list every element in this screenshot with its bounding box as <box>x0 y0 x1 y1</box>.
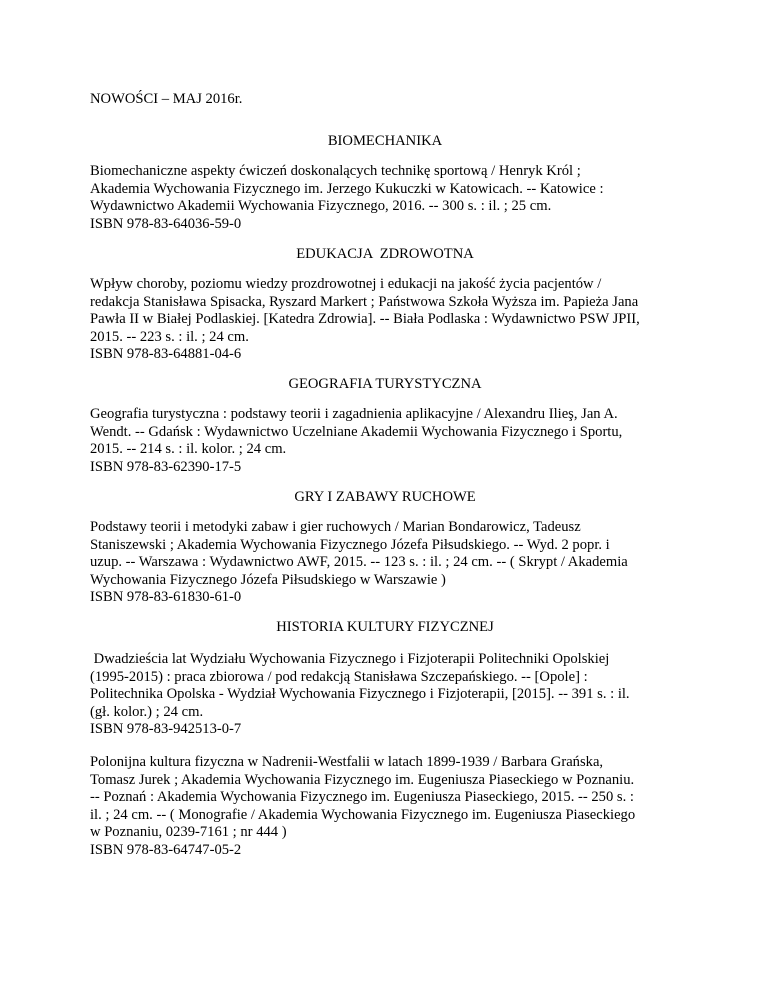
section-heading-gry-i-zabawy-ruchowe: GRY I ZABAWY RUCHOWE <box>294 489 476 505</box>
entry-line: Wychowania Fizycznego Józefa Piłsudskiego w Warszawie ) <box>90 571 446 588</box>
entry-line: redakcja Stanisława Spisacka, Ryszard Markert ; Państwowa Szkoła Wyższa im. Papieża Jana <box>90 293 639 310</box>
book-entry <box>90 754 690 860</box>
entry-isbn: ISBN 978-83-942513-0-7 <box>90 721 242 738</box>
document-title: NOWOŚCI – MAJ 2016r. <box>90 91 243 107</box>
entry-line: Wendt. -- Gdańsk : Wydawnictwo Uczelniane Akademii Wychowania Fizycznego i Sportu, <box>90 423 623 440</box>
entry-isbn: ISBN 978-83-64747-05-2 <box>90 841 242 858</box>
book-entry <box>90 406 690 476</box>
book-entry <box>90 276 690 364</box>
entry-line: (gł. kolor.) ; 24 cm. <box>90 703 204 720</box>
entry-line: -- Poznań : Akademia Wychowania Fizycznego im. Eugeniusza Piaseckiego, 2015. -- 250 s. : <box>90 789 634 806</box>
book-entry <box>90 651 690 739</box>
book-entry <box>90 163 690 233</box>
entry-line: Geografia turystyczna : podstawy teorii i zagadnienia aplikacyjne / Alexandru Ilieş, Jan A. <box>90 406 618 422</box>
entry-isbn: ISBN 978-83-61830-61-0 <box>90 589 242 606</box>
section-heading-geografia-turystyczna: GEOGRAFIA TURYSTYCZNA <box>288 376 482 392</box>
entry-line: Pawła II w Białej Podlaskiej. [Katedra Zdrowia]. -- Biała Podlaska : Wydawnictwo PSW JPII, <box>90 311 640 328</box>
entry-line: Tomasz Jurek ; Akademia Wychowania Fizycznego im. Eugeniusza Piaseckiego w Poznaniu. <box>90 771 635 788</box>
entry-line: Polonijna kultura fizyczna w Nadrenii-Westfalii w latach 1899-1939 / Barbara Grańska, <box>90 754 604 770</box>
entry-isbn: ISBN 978-83-64036-59-0 <box>90 215 242 232</box>
section-heading-edukacja-zdrowotna: EDUKACJA ZDROWOTNA <box>296 246 474 262</box>
section-heading-biomechanika: BIOMECHANIKA <box>327 133 443 149</box>
entry-line: (1995-2015) : praca zbiorowa / pod redakcją Stanisława Szczepańskiego. -- [Opole] : <box>90 668 588 685</box>
entry-line: Wpływ choroby, poziomu wiedzy prozdrowotnej i edukacji na jakość życia pacjentów / <box>90 276 602 292</box>
entry-line: 2015. -- 214 s. : il. kolor. ; 24 cm. <box>90 441 287 458</box>
entry-line: uzup. -- Warszawa : Wydawnictwo AWF, 2015. -- 123 s. : il. ; 24 cm. -- ( Skrypt / Akademia <box>90 554 628 571</box>
entry-line: w Poznaniu, 0239-7161 ; nr 444 ) <box>90 824 287 841</box>
entry-line: Podstawy teorii i metodyki zabaw i gier ruchowych / Marian Bondarowicz, Tadeusz <box>90 519 581 535</box>
entry-line: Biomechaniczne aspekty ćwiczeń doskonalących technikę sportową / Henryk Król ; <box>90 163 581 179</box>
entry-line: 2015. -- 223 s. : il. ; 24 cm. <box>90 328 249 345</box>
entry-isbn: ISBN 978-83-62390-17-5 <box>90 458 242 475</box>
entry-isbn: ISBN 978-83-64881-04-6 <box>90 346 242 363</box>
book-entry <box>90 519 690 607</box>
entry-line: Wydawnictwo Akademii Wychowania Fizycznego, 2016. -- 300 s. : il. ; 25 cm. <box>90 198 552 215</box>
entry-line: il. ; 24 cm. -- ( Monografie / Akademia Wychowania Fizycznego im. Eugeniusza Piaseckiego <box>90 806 636 823</box>
entry-line: Akademia Wychowania Fizycznego im. Jerzego Kukuczki w Katowicach. -- Katowice : <box>90 180 604 197</box>
entry-line: Staniszewski ; Akademia Wychowania Fizycznego Józefa Piłsudskiego. -- Wyd. 2 popr. i <box>90 536 610 553</box>
section-heading-historia-kultury-fizycznej: HISTORIA KULTURY FIZYCZNEJ <box>276 619 494 635</box>
entry-line: Dwadzieścia lat Wydziału Wychowania Fizycznego i Fizjoterapii Politechniki Opolskiej <box>90 651 610 667</box>
entry-line: Politechnika Opolska - Wydział Wychowania Fizycznego i Fizjoterapii, [2015]. -- 391 s. : il. <box>90 686 630 703</box>
